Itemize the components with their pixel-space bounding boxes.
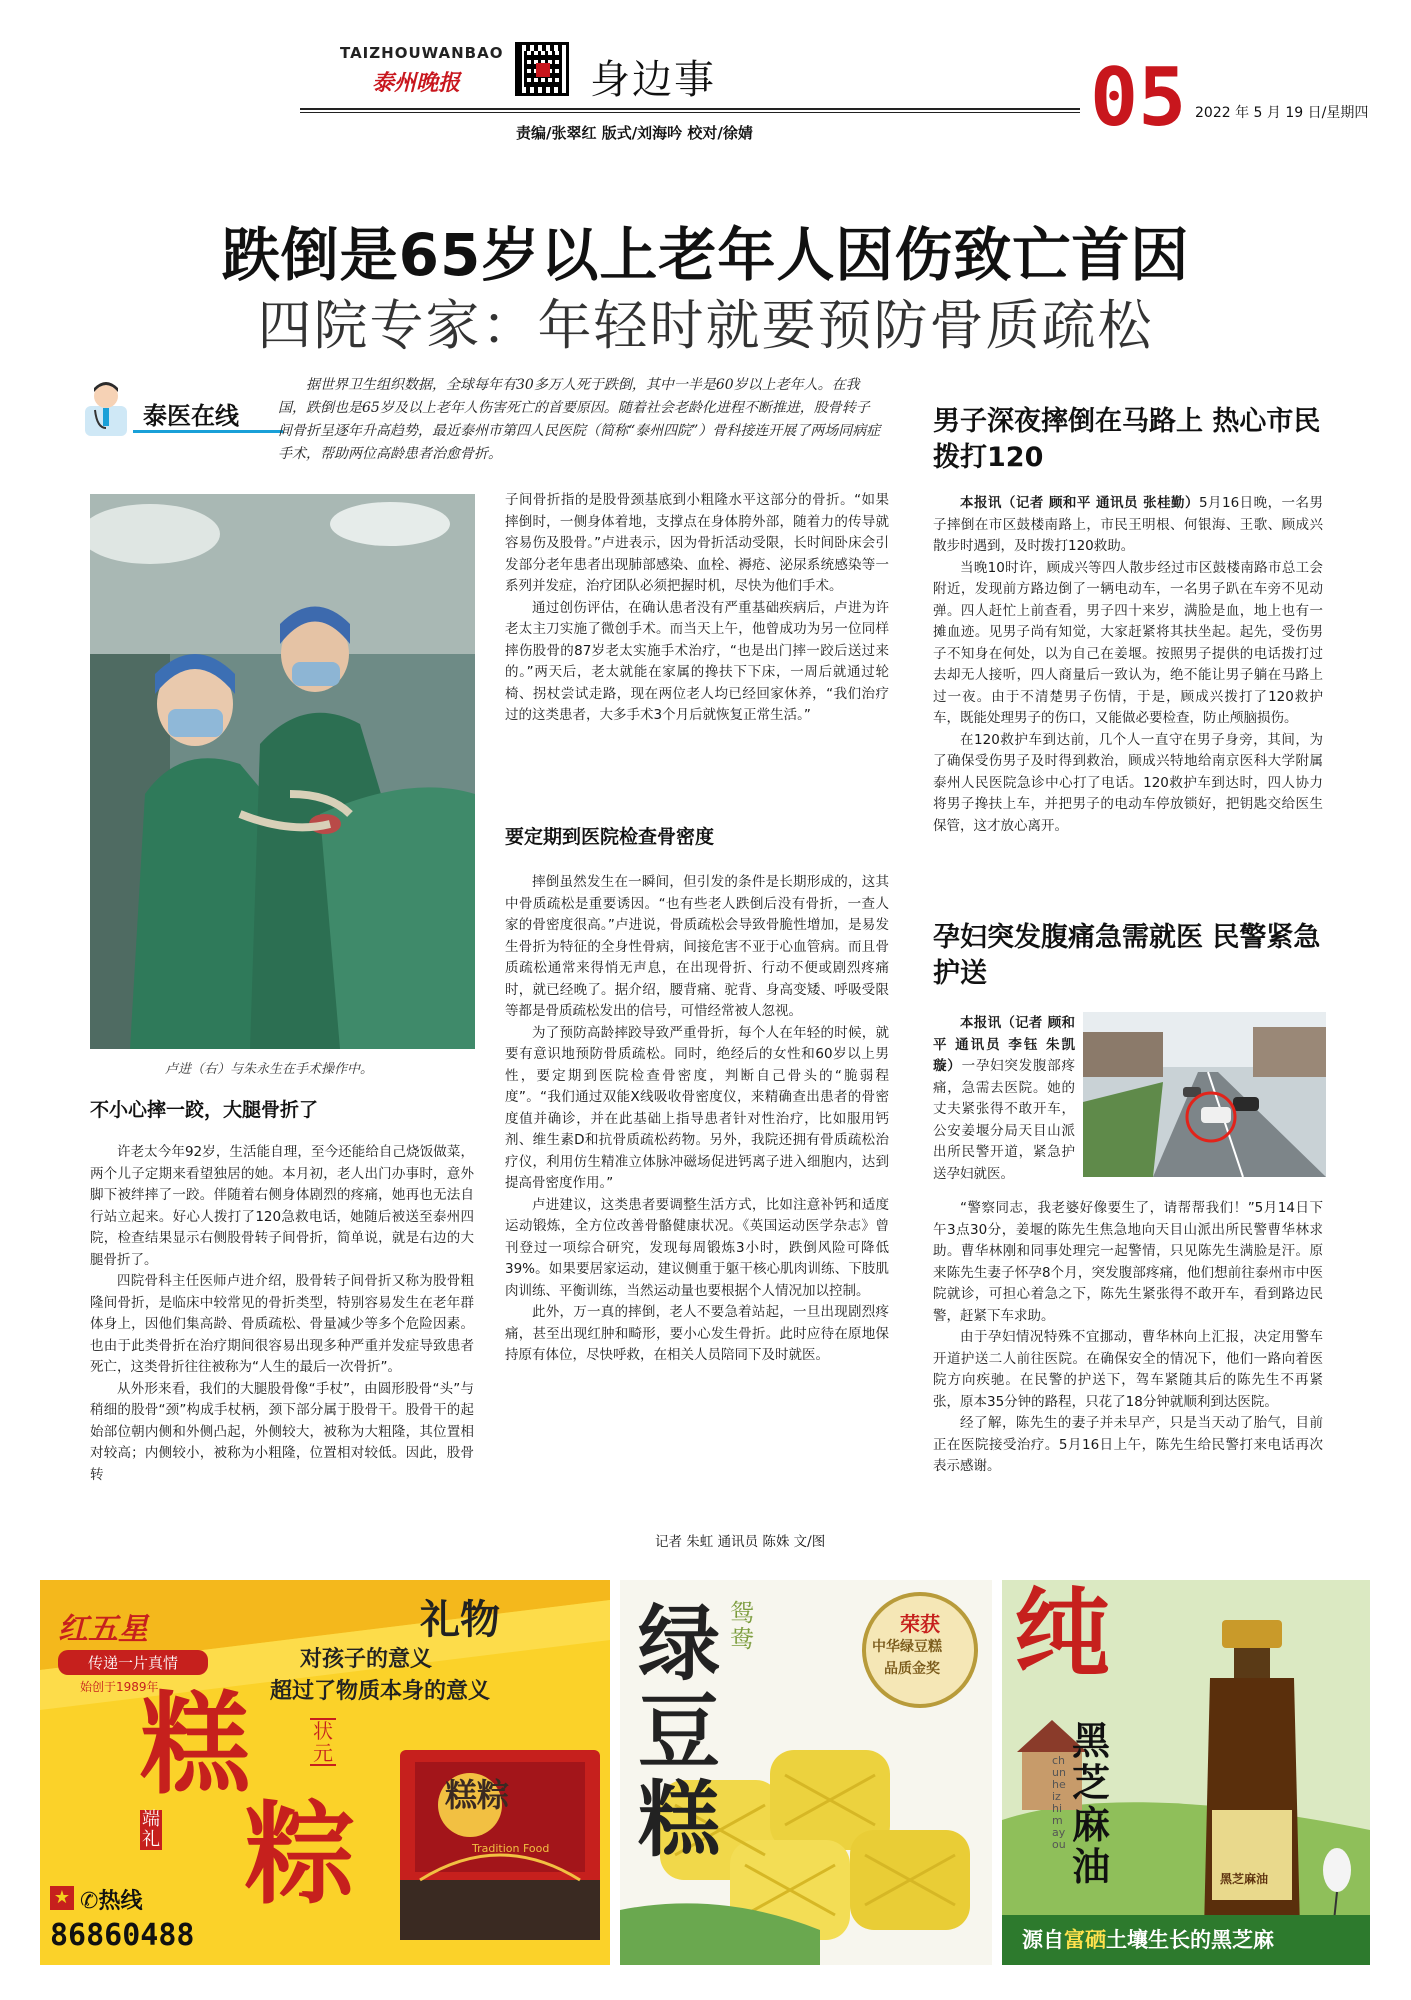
paragraph: 摔倒虽然发生在一瞬间，但引发的条件是长期形成的，这其中骨质疏松是重要诱因。“也有些老人跌倒后没有骨折，一查人家的骨密度很高。”卢进说，骨质疏松会导致骨脆性增加，是易发生骨折为特征的全身性骨病，间接危害不亚于心血管病。而且骨质疏松通常来得悄无声息，在出现骨折、行动不便或剧烈疼痛时，就已经晚了。据介绍，腰背痛、驼背、身高变矮、呼吸受限等都是骨质疏松发出的信号，可惜经常被人忽视。 [505, 874, 889, 1019]
ad1-headline1: 礼物 [420, 1596, 500, 1643]
ad1-hotline-label: 热线 [98, 1889, 143, 1914]
article-column-2-bottom [505, 872, 889, 1367]
ad2-award-3: 品质金奖 [884, 1661, 940, 1677]
headline-sub: 四院专家：年轻时就要预防骨质疏松 [257, 294, 1154, 357]
ad2-award-1: 荣获 [900, 1612, 940, 1636]
story3-title: 孕妇突发腹痛急需就医 民警紧急护送 [933, 922, 1321, 989]
ad-banner-row [40, 1580, 1370, 1965]
column-tag-label: 泰医在线 [143, 402, 239, 430]
story3-lead [933, 1013, 1075, 1185]
paragraph: 子间骨折指的是股骨颈基底到小粗隆水平这部分的骨折。“如果摔倒时，一侧身体着地，支撑点在身体胯外部，随着力的传导就容易伤及股骨。”卢进表示，因为骨折活动受限，长时间卧床会引发部分老年患者出现肺部感染、血栓、褥疮、泌尿系统感染等一系列并发症，治疗团队必须把握时机，尽快为他们手术。 [505, 492, 889, 594]
photo-caption: 卢进（右）与朱永生在手术操作中。 [165, 1062, 374, 1077]
ad2-product: 绿豆糕 [638, 1596, 721, 1868]
section-name: 身边事 [590, 57, 716, 103]
story3-lead-prefix: 本报讯（记者 顾和平 通讯员 李钰 朱凯璇） [933, 1015, 1075, 1074]
paragraph: 许老太今年92岁，生活能自理，至今还能给自己烧饭做菜，两个儿子定期来看望独居的她。本月初，老人出门办事时，意外脚下被绊摔了一跤。伴随着右侧身体剧烈的疼痛，她再也无法自行站立起来。好心人拨打了120急救电话，她随后被送至泰州四院，检查结果显示右侧股骨转子间骨折，简单说，就是右边的大腿骨折了。 [90, 1144, 474, 1268]
paragraph: 从外形来看，我们的大腿股骨像“手杖”，由圆形股骨“头”与稍细的股骨“颈”构成手杖柄，颈下部分属于股骨干。股骨干的起始部位朝内侧和外侧凸起，外侧较大，被称为大粗隆，其位置相对较高；内侧较小，被称为小粗隆，位置相对较低。因此，股骨转 [90, 1380, 474, 1483]
story3-body [933, 1198, 1323, 1478]
paragraph: 由于孕妇情况特殊不宜挪动，曹华林向上汇报，决定用警车开道护送二人前往医院。在确保安全的情况下，他们一路向着医院方向疾驰。在民警的护送下，驾车紧随其后的陈先生不再紧张，原本35分钟的路程，只花了18分钟就顺利到达医院。 [933, 1329, 1323, 1410]
paragraph: 四院骨科主任医师卢进介绍，股骨转子间骨折又称为股骨粗隆间骨折，是临床中较常见的骨折类型，特别容易发生在老年群体身上，因他们集高龄、骨质疏松、骨量减少等多个危险因素。也由于此类骨折在治疗期间很容易出现多种严重并发症导致患者死亡，这类骨折往往被称为“人生的最后一次骨折”。 [90, 1273, 474, 1375]
ad-mung-bean-cake[interactable] [620, 1580, 992, 1965]
ad1-tag2: 端礼 [142, 1809, 160, 1850]
ad3-pinyin: chunheizhimayou [1052, 1754, 1066, 1851]
ad1-headline2: 对孩子的意义 [300, 1647, 433, 1672]
article-intro: 据世界卫生组织数据，全球每年有30多万人死于跌倒，其中一半是60岁以上老年人。在我国，跌倒也是65岁及以上老年人伤害死亡的首要原因。随着社会老龄化进程不断推进，股骨转子间骨折呈逐年升高趋势，最近泰州市第四人民医院（简称“泰州四院”）骨科接连开展了两场同病症手术，帮助两位高龄患者治愈骨折。 [278, 377, 881, 462]
paragraph: 5月16日晚，一名男子摔倒在市区鼓楼南路上，市民王明根、何银海、王歌、顾成兴散步时遇到，及时拨打120救助。 [933, 495, 1323, 554]
paragraph: 一孕妇突发腹部疼痛，急需去医院。她的丈夫紧张得不敢开车，公安姜堰分局天目山派出所民警开道，紧急护送孕妇就医。 [933, 1058, 1076, 1182]
ad3-char: 纯 [1014, 1580, 1110, 1690]
ad1-box-text: 糕粽 [445, 1776, 510, 1814]
ad3-product: 黑芝麻油 [1072, 1718, 1111, 1889]
doctor-icon [75, 376, 137, 438]
ad3-slogan: 源自富硒土壤生长的黑芝麻 [1022, 1928, 1274, 1952]
ad2-award-2: 中华绿豆糕 [872, 1639, 942, 1655]
surgery-photo [90, 494, 475, 1049]
article-column-1 [90, 1142, 474, 1486]
ad-rice-cake[interactable] [40, 1580, 610, 1965]
subheading-fracture: 不小心摔一跤，大腿骨折了 [90, 1099, 319, 1121]
masthead-logo: 泰州晚报 [372, 70, 461, 96]
paragraph: 经了解，陈先生的妻子并未早产，只是当天动了胎气，目前正在医院接受治疗。5月16日上午，陈先生给民警打来电话再次表示感谢。 [933, 1415, 1323, 1474]
story2-body [933, 493, 1323, 837]
ad1-hotline: 86860488 [50, 1918, 195, 1953]
star-icon: ★ [50, 1886, 74, 1910]
page-number: 05 [1090, 51, 1187, 144]
story2-title: 男子深夜摔倒在马路上 热心市民拨打120 [933, 406, 1321, 473]
ad-sesame-oil[interactable] [1002, 1580, 1370, 1965]
ad3-bottle-label: 黑芝麻油 [1220, 1872, 1269, 1886]
subheading-bone-density: 要定期到医院检查骨密度 [505, 826, 715, 848]
qr-code-icon [515, 42, 569, 96]
paragraph: 通过创伤评估，在确认患者没有严重基础疾病后，卢进为许老太主刀实施了微创手术。而当天上午，他曾成功为另一位同样摔伤股骨的87岁老太实施手术治疗，“也是出门摔一跤后送过来的。”两天后，老太就能在家属的搀扶下下床，一周后就通过轮椅、拐杖尝试走路，现在两位老人均已经回家休养，“我们治疗过的这类患者，大多手术3个月后就恢复正常生活。” [505, 599, 889, 723]
ad1-box-sub: Tradition Food [472, 1842, 550, 1855]
phone-icon: ✆热线 [80, 1889, 143, 1914]
ad1-tag: 状元 [310, 1718, 336, 1766]
ad1-slogan: 传递一片真情 [58, 1650, 208, 1675]
paragraph: 为了预防高龄摔跤导致严重骨折，每个人在年轻的时候，就要有意识地预防骨质疏松。同时，绝经后的女性和60岁以上男性，要定期到医院检查骨密度，判断自己骨头的“脆弱程度”。“我们通过双能X线吸收骨密度仪，来精确查出患者的骨密度值并确诊，并在此基础上指导患者针对性治疗，比如服用钙剂、维生素D和抗骨质疏松药物。另外，我院还拥有骨质疏松治疗仪，利用仿生精准立体脉冲磁场促进钙离子进入细胞内，达到提高骨密度作用。” [505, 1024, 889, 1191]
headline-main: 跌倒是65岁以上老年人因伤致亡首因 [221, 221, 1190, 289]
ad2-brand: 鸳鸯 [730, 1599, 754, 1653]
ad1-product-b: 粽 [245, 1790, 355, 1919]
column-tag [75, 376, 280, 442]
editor-credits: 责编/张翠红 版式/刘海吟 校对/徐婧 [516, 124, 753, 142]
ad1-since: 始创于1989年 [80, 1680, 159, 1694]
ad1-brand: 红五星 [58, 1612, 148, 1647]
paragraph: 卢进建议，这类患者要调整生活方式，比如注意补钙和适度运动锻炼，全方位改善骨骼健康状况。《英国运动医学杂志》曾刊登过一项综合研究，发现每周锻炼3小时，跌倒风险可降低39%。如果要居家运动，建议侧重于躯干核心肌肉训练、下肢肌肉训练、平衡训练，当然运动量也要根据个人情况加以控制。 [505, 1196, 889, 1299]
masthead-latin: TAIZHOUWANBAO [340, 44, 504, 62]
article-byline: 记者 朱虹 通讯员 陈姝 文/图 [655, 1534, 826, 1550]
paragraph: “警察同志，我老婆好像要生了，请帮帮我们！”5月14日下午3点30分，姜堰的陈先生焦急地向天目山派出所民警曹华林求助。曹华林刚和同事处理完一起警情，只见陈先生满脸是汗。原来陈先生妻子怀孕8个月，突发腹部疼痛，他们想前往泰州市中医院就诊，可担心着急之下，陈先生紧张得不敢开车，看到路边民警，赶紧下车求助。 [933, 1200, 1323, 1324]
article-column-2-top [505, 490, 889, 727]
ad1-product-a: 糕 [140, 1680, 250, 1809]
issue-date: 2022 年 5 月 19 日/星期四 [1195, 105, 1369, 121]
police-escort-photo [1083, 1012, 1326, 1177]
header-rule [300, 108, 1080, 113]
paragraph: 当晚10时许，顾成兴等四人散步经过市区鼓楼南路市总工会附近，发现前方路边倒了一辆电动车，一名男子趴在车旁不见动弹。四人赶忙上前查看，男子四十来岁，满脸是血，地上也有一摊血迹。见男子尚有知觉，大家赶紧将其扶坐起。起先，受伤男子不知身在何处，以为自己在姜堰。按照男子提供的电话拨打过去却无人接听，四人商量后一致认为，绝不能让男子躺在马路上过一夜。由于不清楚男子伤情，于是，顾成兴拨打了120救护车，既能处理男子的伤口，又能做必要检查，防止颅脑损伤。 [933, 559, 1323, 726]
paragraph: 此外，万一真的摔倒，老人不要急着站起，一旦出现剧烈疼痛，甚至出现红肿和畸形，要小心发生骨折。此时应待在原地保持原有体位，尽快呼救，在相关人员陪同下及时就医。 [505, 1304, 889, 1363]
story2-lead-prefix: 本报讯（记者 顾和平 通讯员 张桂勤） [960, 495, 1199, 511]
ad1-headline3: 超过了物质本身的意义 [270, 1679, 491, 1704]
paragraph: 在120救护车到达前，几个人一直守在男子身旁，其间，为了确保受伤男子及时得到救治，顾成兴特地给南京医科大学附属泰州人民医院急诊中心打了电话。120救护车到达时，四人协力将男子搀扶上车，并把男子的电动车停放锁好，把钥匙交给医生保管，这才放心离开。 [933, 731, 1323, 834]
